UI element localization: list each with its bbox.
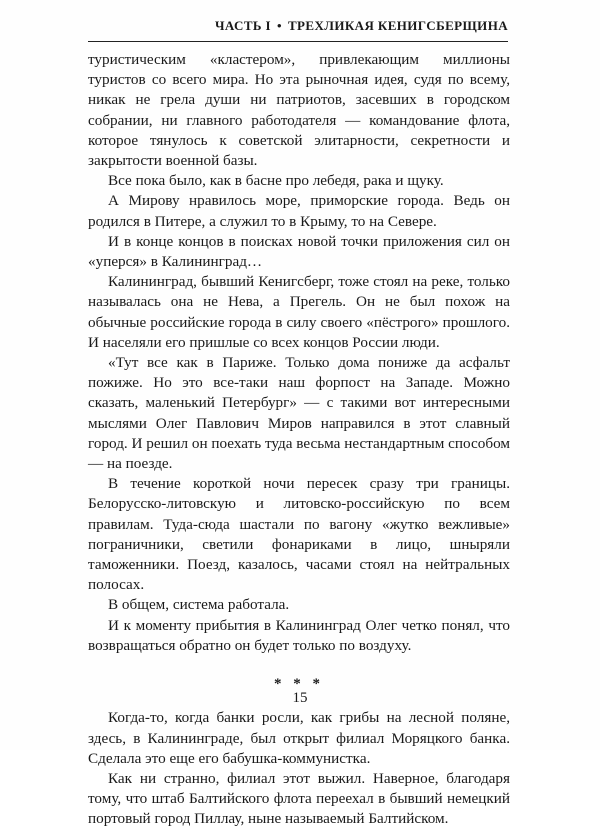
paragraph-10: Когда-то, когда банки росли, как грибы на лесной поляне, здесь, в Калининграде, был открыт филиал Моряцкого банка. Сделала это еще его бабушка-коммунистка. [88,709,510,767]
paragraph-3: А Мирову нравилось море, приморские города. Ведь он родился в Питере, а служил то в Крыму, то на Севере. [88,192,510,230]
header-rule [88,41,508,42]
section-break: * * * [274,676,324,693]
body-text [88,50,510,830]
running-head [215,18,508,34]
paragraph-1: туристическим «кластером», привлекающим миллионы туристов со всего мира. Но эта рыночная идея, судя по всему, никак не грела души ни патриотов, засевших в городском собрании, ни главного работодателя — командование флота, которое тянулось к советской элитарности, секретности и закрытости военной базы. [88,51,510,170]
paragraph-2: Все пока было, как в басне про лебедя, рака и щуку. [108,172,444,190]
paragraph-4: И в конце концов в поисках новой точки приложения сил он «уперся» в Калининград… [88,232,510,271]
paragraph-7: В течение короткой ночи пересек сразу три границы. Белорусско-литовскую и литовско-российскую по всем правилам. Туда-сюда шастали по вагону «жутко вежливые» пограничники, светили фонариками в лицо, шныряли таможенники. Поезд, казалось, часами стоял на нейтральных полосах. [88,475,510,594]
running-head-bullet: • [277,18,282,33]
paragraph-6: «Тут все как в Париже. Только дома пониже да асфальт пожиже. Но это все-таки наш форпост на Западе. Можно сказать, маленький Петербург» — с такими вот интересными мыслями Олег Павлович Миров направился в этот славный город. И решил он поехать туда весьма нестандартным способом — на поезде. [88,354,510,473]
page-number: 15 [292,690,308,706]
paragraph-8: В общем, система работала. [108,596,290,614]
paragraph-11: Как ни странно, филиал этот выжил. Наверное, благодаря тому, что штаб Балтийского флота переехал в бывший немецкий портовый город Пиллау, ныне называемый Балтийском. [88,769,510,828]
paragraph-9: И к моменту прибытия в Калининград Олег четко понял, что возвращаться обратно он будет только по воздуху. [88,616,510,654]
running-head-part: ЧАСТЬ I [214,18,272,33]
running-head-title: ТРЕХЛИКАЯ КЕНИГСБЕРЩИНА [287,18,508,33]
paragraph-5: Калининград, бывший Кенигсберг, тоже стоял на реке, только называлась она не Нева, а Прегель. Он не был похож на обычные российские города в силу своего «пёстрого» прошлого. И населяли его пришлые со всех концов России люди. [88,273,510,351]
